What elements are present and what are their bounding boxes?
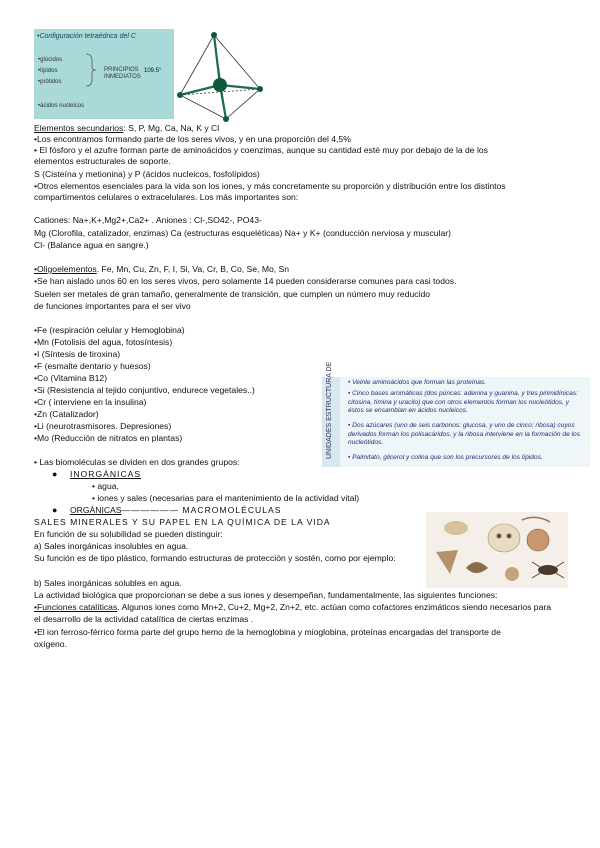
text-line: Suelen ser metales de gran tamaño, generalmente de transición, que cumplen un número muy reducido	[34, 289, 431, 299]
angle-label: 109.5°	[144, 68, 162, 74]
text-line: compartimentos celulares o extracelulares. Los más importantes son:	[34, 192, 299, 202]
text-line: el desarrollo de la actividad catalítica de ciertas enzimas .	[34, 614, 254, 624]
text-line: elementos estructurales de soporte.	[34, 156, 171, 166]
biomolecule-units-figure	[322, 361, 590, 467]
list-item: • agua,	[92, 481, 119, 491]
bio-bullet: • Palmitato, glicerol y colina que son los precursores de los lípidos.	[348, 454, 543, 461]
list-item: •Li (neurotrasmisores. Depresiones)	[34, 421, 172, 431]
shells-bones-image	[426, 512, 568, 588]
text-line: •Se han aislado unos 60 en los seres vivos, pero solamente 14 pueden considerarse comunes para casi todos.	[34, 276, 457, 286]
tetrahedral-config-figure	[34, 29, 174, 119]
list-item: •Si (Resistencia al tejido conjuntivo, endurece vegetales..)	[34, 385, 255, 395]
text-line: •Otros elementos esenciales para la vida son los iones, y más concretamente su proporción y distribución entre los distintos	[34, 181, 506, 191]
text-line: b) Sales inorgánicas solubles en agua.	[34, 578, 182, 588]
list-item: •Mn (Fotolisis del agua, fotosíntesis)	[34, 337, 173, 347]
figure-side-label: PRINCIPIOS	[104, 67, 139, 73]
figure-title: •Configuración tetraédrica del C	[37, 33, 136, 40]
bio-side-bar: UNIDADES ESTRUCTURA DE	[322, 377, 340, 467]
figure-item: •ácidos nucleicos	[38, 103, 85, 109]
heading-organic: ● ORGÁNICAS—————— MACROMOLÉCULAS	[52, 505, 282, 515]
text-line: •Los encontramos formando parte de los seres vivos, y en una proporción del 4,5%	[34, 134, 351, 144]
text-line: Cationes: Na+,K+,Mg2+,Ca2+ . Aniones : Cl-,SO42-, PO43-	[34, 215, 262, 225]
text-line: En función de su solubilidad se pueden distinguir:	[34, 529, 223, 539]
tetrahedron-diagram	[174, 27, 264, 127]
brace-icon	[84, 53, 98, 87]
text-line: a) Sales inorgánicas insolubles en agua.	[34, 541, 189, 551]
text-line: La actividad biológica que proporcionan se debe a sus iones y desempeñan, fundamentalmente, las siguientes funciones:	[34, 590, 498, 600]
text-line: • El fósforo y el azufre forman parte de aminoácidos y coenzimas, aunque su cantidad esté muy por debajo de la de los	[34, 145, 488, 155]
list-item: •Zn (Catalizador)	[34, 409, 99, 419]
bio-bullet: • Dos azúcares (uno de seis carbonos: glucosa, y uno de cinco: ribosa) cuyos derivados forman los polisacáridos, y la ribosa interviene en la formación de los nucleótidos.	[348, 422, 580, 447]
text-line: de funciones importantes para el ser vivo	[34, 301, 191, 311]
list-item: •F (esmalte dentario y huesos)	[34, 361, 151, 371]
heading-catalytic: •Funciones catalíticas. Algunos iones como Mn+2, Cu+2, Mg+2, Zn+2, etc. actúan como cofactores enzimáticos siendo necesarios para	[34, 602, 552, 612]
list-item: •Cr ( interviene en la insulina)	[34, 397, 147, 407]
list-item: •Mo (Reducción de nitratos en plantas)	[34, 433, 183, 443]
text-line: Cl- (Balance agua en sangre.)	[34, 240, 149, 250]
list-item: •I (Síntesis de tiroxina)	[34, 349, 121, 359]
text-line: oxígeno.	[34, 639, 67, 649]
section-heading: SALES MINERALES Y SU PAPEL EN LA QUÍMICA DE LA VIDA	[34, 517, 331, 527]
bio-bullet: • Cinco bases aromáticas (dos púricas: adenina y guanina, y tres pirimidínicas: citosina, timina y uracilo) que con otros elementos forman los nucleótidos, y éstos se ensamblan en ácidos nucleicos.	[348, 390, 578, 415]
text-line: S (Cisteína y metionina) y P (ácidos nucleicos, fosfolípidos)	[34, 169, 260, 179]
text-line: Mg (Clorofila, catalizador, enzimas) Ca (estructuras esqueléticas) Na+ y K+ (conducción nerviosa y muscular)	[34, 228, 451, 238]
text-line: Su función es de tipo plástico, formando estructuras de protección y sostén, como por ejemplo:	[34, 553, 396, 563]
figure-item: •prótidos	[38, 79, 62, 85]
list-item: • iones y sales (necesarias para el mantenimiento de la actividad vital)	[92, 493, 360, 503]
list-item: •Co (Vitamina B12)	[34, 373, 108, 383]
list-item: •Fe (respiración celular y Hemoglobina)	[34, 325, 185, 335]
figure-side-label: INMEDIATOS	[104, 74, 141, 80]
text-line: • Las biomoléculas se dividen en dos grandes grupos:	[34, 457, 240, 467]
figure-item: •lípidos	[38, 68, 58, 74]
text-line: •El ion ferroso-férrico forma parte del grupo hemo de la hemoglobina y mioglobina, proteínas encargadas del transporte de	[34, 627, 501, 637]
heading-secondary-elements: Elementos secundarios: S, P, Mg, Ca, Na, K y Cl	[34, 123, 220, 133]
bio-bullet: • Veinte aminoácidos que forman las proteínas.	[348, 379, 487, 386]
figure-item: •glúcidos	[38, 57, 63, 63]
heading-oligoelements: •Oligoelementos. Fe, Mn, Cu, Zn, F, I, Si, Va, Cr, B, Co, Se, Mo, Sn	[34, 264, 290, 274]
heading-inorganic: ● INORGÁNICAS	[52, 469, 142, 479]
